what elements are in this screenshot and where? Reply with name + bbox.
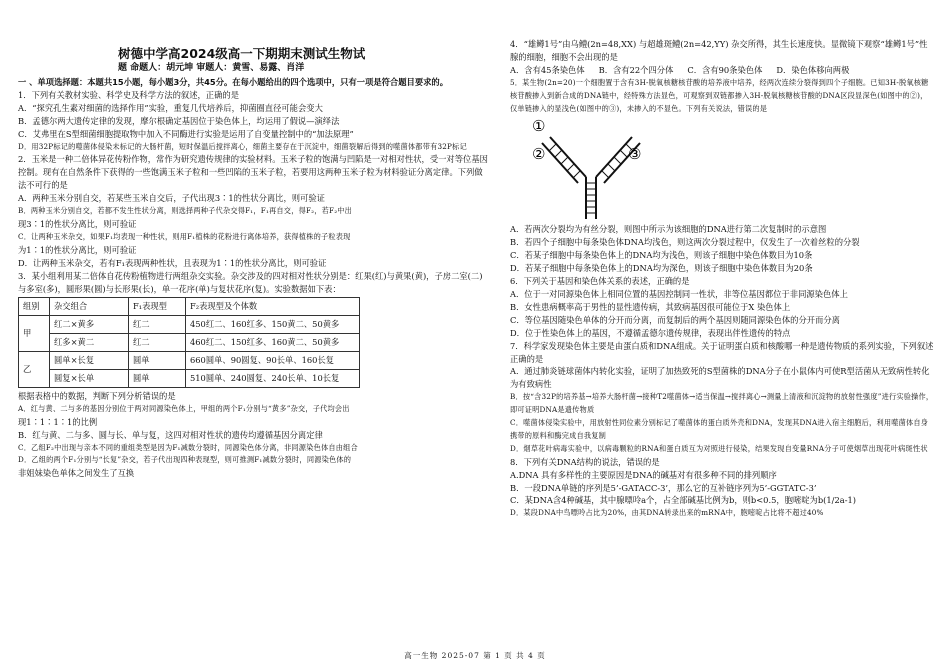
q6-option-d: D．位于性染色体上的基因，不遵循孟德尔遗传规律，表现出伴性遗传的特点 xyxy=(510,327,791,338)
q5-option-a: A．若两次分裂均为有丝分裂，则图中所示为该细胞的DNA进行第二次复制时的示意图 xyxy=(510,224,827,235)
left-column xyxy=(18,76,490,480)
table-cell: 红多×黄二 xyxy=(50,334,129,352)
q5-option-c: C．若某子细胞中每条染色体上的DNA均为浅色，则该子细胞中染色体数目为10条 xyxy=(510,250,813,261)
table-row xyxy=(19,334,360,352)
q5-stem: 5．某生物(2n=20)一个细胞置于含有3H-脱氧核糖核苷酸的培养液中培养，经两次连续分裂得到四个子细胞。已知3H-脱氧核糖核苷酸掺入到新合成的DNA链中，经特殊方法显色，可观察到双链都掺入3H-脱氧核糖核苷酸的DNA区段显深色(如图中的②)，仅单链掺入的显浅色(如图中的③)，未掺入的不显色。下列有关说法，错误的是 xyxy=(510,77,929,113)
table-cell: 圆单 xyxy=(129,352,186,370)
table-header: 组别 xyxy=(19,298,50,316)
q7-option-d: D．烟草花叶病毒实验中，以病毒颗粒的RNA和蛋白质互为对照进行侵染，结果发现自变量RNA分子可使烟草出现花叶病斑性状 xyxy=(510,443,928,453)
q4-option-a: A．含有45条染色体 xyxy=(510,64,585,75)
table-header: 杂交组合 xyxy=(50,298,129,316)
q4-option-d: D．染色体移向两极 xyxy=(776,64,850,75)
q3-option-c: C．乙组F₂中出现与亲本不同的重组类型是因为F₁减数分裂时，同源染色体分离，非同源染色体自由组合 xyxy=(18,442,358,452)
q7-stem: 7．科学家发现染色体主要是由蛋白质和DNA组成。关于证明蛋白质和核酸哪一种是遗传物质的系列实验，下列叙述正确的是 xyxy=(510,340,934,364)
q1-option-b: B．孟德尔两大遗传定律的发现，摩尔根确定基因位于染色体上，均运用了假说—演绎法 xyxy=(18,115,340,126)
q5-option-b: B．若四个子细胞中每条染色体DNA均浅色，则这两次分裂过程中，仅发生了一次着丝粒的分裂 xyxy=(510,237,860,248)
q2-option-c-line1: C．让两种玉米杂交，如果F₁均表现一种性状，则用F₁植株的花粉进行离体培养，获得植株的子粒表现 xyxy=(18,231,351,241)
q2-stem: 2．玉米是一种二倍体异花传粉作物，常作为研究遗传规律的实验材料。玉米子粒的饱满与凹陷是一对相对性状，受一对等位基因控制。现有在自然条件下获得的一些饱满玉米子粒和一些凹陷的玉米子粒，若要用这两种玉米子粒为材料验证分离定律。下列做法不可行的是 xyxy=(18,154,488,191)
table-cell: 510圆单、240圆复、240长单、10长复 xyxy=(186,370,360,388)
q5-option-d: D．若某子细胞中每条染色体上的DNA均为深色，则该子细胞中染色体数目为20条 xyxy=(510,263,813,274)
q6-option-b: B．女性患病概率高于男性的显性遗传病，其致病基因很可能位于X 染色体上 xyxy=(510,301,791,312)
dna-replication-figure xyxy=(510,117,660,221)
table-cell: 红二×黄多 xyxy=(50,316,129,334)
parent-dna-rungs xyxy=(586,183,596,213)
q8-option-b: B．一段DNA单链的序列是5’-GATACC-3’，那么它的互补链序列为5’-GGTATC-3’ xyxy=(510,482,817,493)
q3-option-d-line2: 非姐妹染色单体之间发生了互换 xyxy=(18,468,135,479)
q8-option-c: C．某DNA含4种碱基，其中腺嘌呤a个，占全部碱基比例为b，则b<0.5，胞嘧啶为b(1/2a-1) xyxy=(510,495,857,506)
q7-option-c: C．噬菌体侵染实验中，用放射性同位素分别标记了噬菌体的蛋白质外壳和DNA，发现其DNA进入宿主细胞后，利用噬菌体自身携带的原料和酶完成自我复制 xyxy=(510,418,929,440)
table-cell: 460红二、150红多、160黄二、50黄多 xyxy=(186,334,360,352)
q2-option-b-line1: B．两种玉米分别自交，若都不发生性状分离，则选择两种子代杂交得F₁，F₁再自交，得F₂，若F₂中出 xyxy=(18,206,353,216)
table-group-cell: 甲 xyxy=(19,316,50,352)
q6-option-c: C．等位基因随染色单体的分开而分离，而复制后的两个基因则随同源染色体的分开而分离 xyxy=(510,314,840,325)
q4-option-b: B．含有22个四分体 xyxy=(598,64,674,75)
section-heading: 一 、单项选择题：本题共15小题，每小题3分，共45分。在每小题给出的四个选项中，只有一项是符合题目要求的。 xyxy=(18,77,449,87)
left-daughter-dna xyxy=(542,137,586,183)
q2-option-d: D．让两种玉米杂交，若有F₁表现两种性状，且表现为1∶1的性状分离比，则可验证 xyxy=(18,257,327,268)
q4-options xyxy=(510,64,934,77)
q4-option-c: C．含有90条染色体 xyxy=(687,64,763,75)
table-header: F₂表现型及个体数 xyxy=(186,298,360,316)
q1-stem: 1．下列有关教材实验、科学史及科学方法的叙述，正确的是 xyxy=(18,89,239,100)
page-footer: 高一生物 2025-07 第 1 页 共 4 页 xyxy=(404,651,546,660)
table-cell: 圆单×长复 xyxy=(50,352,129,370)
table-group-cell: 乙 xyxy=(19,352,50,388)
table-cell: 红二 xyxy=(129,316,186,334)
q3-data-table xyxy=(18,297,360,388)
table-cell: 660圆单、90圆复、90长单、160长复 xyxy=(186,352,360,370)
q2-option-b-line2: 现3∶1的性状分离比，则可验证 xyxy=(18,218,137,229)
q6-stem: 6．下列关于基因和染色体关系的表述，正确的是 xyxy=(510,276,690,287)
left-daughter-rungs xyxy=(549,144,580,178)
right-column xyxy=(510,38,934,520)
q1-option-d: D．用32P标记的噬菌体侵染未标记的大肠杆菌，短时保温后搅拌离心，细菌主要存在于沉淀中，细菌裂解后得到的噬菌体都带有32P标记 xyxy=(18,141,467,151)
figure-label-3: ③ xyxy=(628,145,642,164)
q3-option-a-line1: A．红与黄、二与多的基因分别位于两对同源染色体上，甲组的两个F₁分别与“黄多”杂交，子代均会出 xyxy=(18,403,350,413)
q2-option-a: A．两种玉米分别自交，若某些玉米自交后，子代出现3∶1的性状分离比，则可验证 xyxy=(18,193,325,204)
q8-option-d: D．某段DNA中鸟嘌呤占比为20%，由其DNA转录出来的mRNA中，胞嘧啶占比将不超过40% xyxy=(510,508,824,518)
table-cell: 红二 xyxy=(129,334,186,352)
q3-after-table: 根据表格中的数据，判断下列分析错误的是 xyxy=(18,390,176,401)
table-row xyxy=(19,370,360,388)
q3-option-d-line1: D．乙组的两个F₁分别与“长复”杂交，若子代出现四种表现型，则可推测F₁减数分裂时，同源染色体的 xyxy=(18,455,352,465)
q1-option-a: A．“探究孔生素对细菌的选择作用”实验，重复几代培养后，抑菌圈直径可能会变大 xyxy=(18,102,323,113)
table-header-row xyxy=(19,298,360,316)
figure-label-1: ① xyxy=(532,117,546,136)
figure-label-2: ② xyxy=(532,145,546,164)
table-header: F₁表现型 xyxy=(129,298,186,316)
table-cell: 圆复×长单 xyxy=(50,370,129,388)
q1-option-c: C．艾弗里在S型细菌细胞提取物中加入不同酶进行实验是运用了自变量控制中的“加法原理” xyxy=(18,128,354,139)
q8-stem: 8．下列有关DNA结构的说法，错误的是 xyxy=(510,456,660,467)
table-row xyxy=(19,316,360,334)
q6-option-a: A．位于一对同源染色体上相同位置的基因控制同一性状，非等位基因都位于非同源染色体上 xyxy=(510,288,848,299)
q4-stem: 4．“雄鳟1号”由乌鳢(2n=48,XX) 与超雄斑鳢(2n=42,YY) 杂交所得，其生长速度快。显微镜下观察“雄鳟1号”性腺的细胞，细胞不会出现的是 xyxy=(510,39,928,62)
table-row xyxy=(19,352,360,370)
exam-title: 树德中学高2024级高一下期期末测试生物试 xyxy=(118,46,366,61)
table-cell: 圆单 xyxy=(129,370,186,388)
q8-option-a: A.DNA 具有多样性的主要原因是DNA的碱基对有很多种不同的排列顺序 xyxy=(510,469,777,480)
q2-option-c-line2: 为1∶1的性状分离比，则可验证 xyxy=(18,244,137,255)
q3-option-a-line2: 现1∶1∶1∶1的比例 xyxy=(18,416,98,427)
exam-subtitle: 题 命题人：胡元坤 审题人：黄雪、易露、肖洋 xyxy=(118,63,305,73)
q7-option-b: B．按“含32P的培养基→培养大肠杆菌→接种T2噬菌体→适当保温→搅拌离心→测量上清液和沉淀物的放射性强度”进行实验操作，即可证明DNA是遗传物质 xyxy=(510,392,934,415)
q3-option-b: B．红与黄、二与多、圆与长、单与复，这四对相对性状的遗传均遵循基因分离定律 xyxy=(18,429,323,440)
q7-option-a: A．通过肺炎链球菌体内转化实验，证明了加热致死的S型菌株的DNA分子在小鼠体内可使R型活菌从无致病性转化为有致病性 xyxy=(510,366,930,390)
q3-stem: 3．某小组利用某二倍体自花传粉植物进行两组杂交实验。杂交涉及的四对相对性状分别是：红果(红)与黄果(黄)，子房二室(二)与多室(多)，圆形果(圆)与长形果(长)，单一花序(单)与复状花序(复)。实验数据如下表： xyxy=(18,270,483,294)
table-cell: 450红二、160红多、150黄二、50黄多 xyxy=(186,316,360,334)
